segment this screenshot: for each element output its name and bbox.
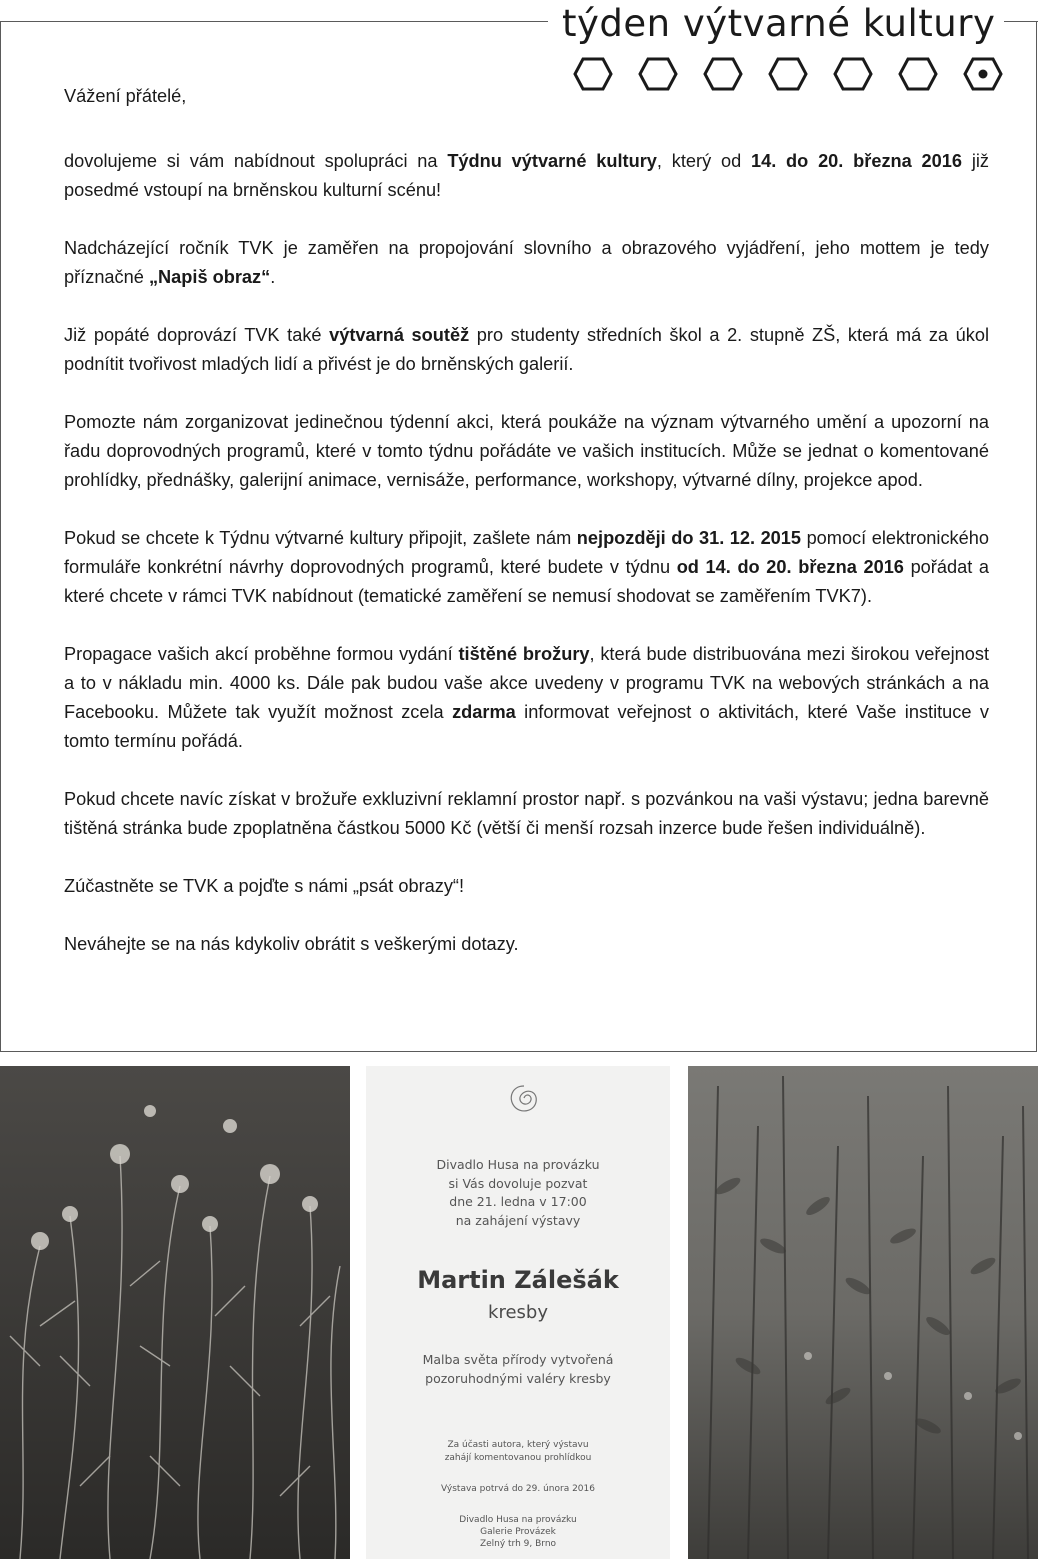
paragraph-join: Pokud se chcete k Týdnu výtvarné kultury připojit, zašlete nám nejpozději do 31. 12. 2015 pomocí elektronického formuláře konkrétní návrhy doprovodných programů, které budete v týdnu od 14. do 20. března 2016 pořádat a které chcete v rámci TVK nabídnout (tematické zaměření se nemusí shodovat se zaměřením TVK7). (64, 528, 990, 606)
frame-top-right (1004, 21, 1038, 22)
exhibition-date: Výstava potrvá do 29. února 2016 (441, 1484, 595, 1494)
artist-name: Martin Zálešák (417, 1266, 619, 1294)
frame-bottom (0, 1051, 1037, 1052)
frame-top-left (0, 21, 548, 22)
exhibition-venue: Divadlo Husa na provázku Galerie Provázek Zelný trh 9, Brno (459, 1515, 577, 1549)
exhibition-invitation (366, 1066, 670, 1559)
paragraph-advert: Pokud chcete navíc získat v brožuře exkluzivní reklamní prostor např. s pozvánkou na vaši výstavu; jedna barevně tištěná stránka bude zpoplatněna částkou 5000 Kč (větší či menší rozsah inzerce bude řešen individuálně). (64, 789, 989, 838)
paragraph-competition: Již popáté doprovází TVK také výtvarná soutěž pro studenty středních škol a 2. stupně ZŠ, která má za úkol podnítit tvořivost mladých lidí a přivést je do brněnských galerií. (64, 325, 989, 374)
paragraph-promotion: Propagace vašich akcí proběhne formou vydání tištěné brožury, která bude distribuována mezi širokou veřejnost a to v nákladu min. 4000 ks. Dále pak budou vaše akce uvedeny v programu TVK na webových stránkách a na Facebooku. Můžete tak využít možnost zcela zdarma informovat veřejnost o aktivitách, které Vaše instituce v tomto termínu pořádá. (64, 644, 990, 751)
paragraph-intro: dovolujeme si vám nabídnout spolupráci na Týdnu výtvarné kultury, který od 14. do 20. března 2016 již posedmé vstoupí na brněnskou kulturní scénu! (64, 151, 989, 200)
invitation-intro: Divadlo Husa na provázku si Vás dovoluje pozvat dne 21. ledna v 17:00 na zahájení výstavy (436, 1157, 600, 1228)
letter-body (64, 82, 989, 988)
drawing-plants-image (688, 1066, 1038, 1559)
greeting: Vážení přátelé, (64, 86, 187, 106)
paragraph-closing: Neváhejte se na nás kdykoliv obrátit s veškerými dotazy. (64, 934, 519, 954)
exhibition-subtitle: kresby (488, 1302, 548, 1323)
drawing-thistles-image (0, 1066, 350, 1559)
paragraph-call: Zúčastněte se TVK a pojďte s námi „psát obrazy“! (64, 876, 465, 896)
paragraph-theme: Nadcházející ročník TVK je zaměřen na propojování slovního a obrazového vyjádření, jeho mottem je tedy příznačné „Napiš obraz“. (64, 238, 989, 287)
frame-right (1036, 21, 1037, 1052)
exhibition-description: Malba světa přírody vytvořená pozoruhodnými valéry kresby (422, 1352, 614, 1386)
paragraph-help: Pomozte nám zorganizovat jedinečnou týdenní akci, která poukáže na význam výtvarného umění a upozorní na řadu doprovodných programů, které v tomto týdnu pořádáte ve vašich institucích. Může se jednat o komentované prohlídky, přednášky, galerijní animace, vernisáže, performance, workshopy, výtvarné dílny, projekce apod. (64, 412, 989, 490)
exhibition-note: Za účasti autora, který výstavu zahájí komentovanou prohlídkou (444, 1440, 592, 1463)
scribble-logo-icon (502, 1080, 546, 1120)
frame-left (0, 21, 1, 1052)
brand-title: týden výtvarné kultury (562, 2, 996, 45)
